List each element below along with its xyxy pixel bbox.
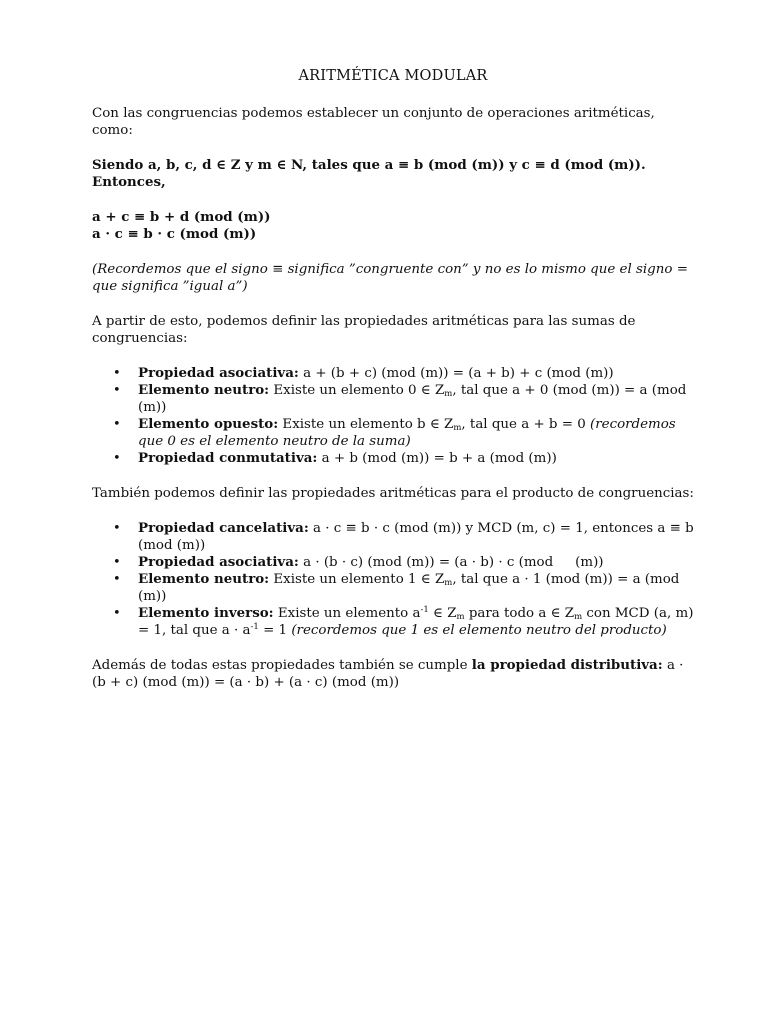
superscript: -1 — [250, 622, 259, 632]
property-text: Existe un elemento 0 ∈ Z — [269, 383, 445, 398]
bullet-icon: • — [113, 451, 121, 466]
closing-text: Además de todas estas propiedades también se cumple — [92, 658, 472, 673]
subscript: m — [453, 423, 462, 433]
distributive-label: la propiedad distributiva: — [471, 657, 663, 673]
sum-properties-list — [92, 365, 694, 467]
property-text: para todo a ∈ Z — [464, 606, 575, 621]
product-congruence-rule: a · c ≡ b · c (mod (m)) — [92, 226, 257, 242]
list-item — [92, 605, 694, 639]
bullet-icon: • — [113, 555, 121, 570]
property-label: Propiedad asociativa: — [138, 365, 299, 381]
list-item — [92, 450, 694, 467]
property-label: Propiedad asociativa: — [138, 554, 299, 570]
bullet-icon: • — [113, 521, 121, 536]
property-text: = 1 — [258, 623, 292, 638]
bullet-icon: • — [113, 366, 121, 381]
property-text: , tal que a + b = 0 — [461, 417, 591, 432]
property-text: , tal que a · 1 (mod (m)) = a (mod (m)) — [138, 572, 680, 604]
subscript: m — [444, 389, 453, 399]
bullet-icon: • — [113, 606, 121, 621]
bullet-icon: • — [113, 417, 121, 432]
bullet-icon: • — [113, 383, 121, 398]
property-text: con MCD (a, m) = 1, tal que a · a — [138, 606, 694, 638]
property-text: Existe un elemento 1 ∈ Z — [269, 572, 445, 587]
bullet-icon: • — [113, 572, 121, 587]
subscript: m — [574, 612, 583, 622]
superscript: -1 — [420, 605, 429, 615]
property-text: , tal que a + 0 (mod (m)) = a (mod (m)) — [138, 383, 687, 415]
sum-properties-intro: A partir de esto, podemos definir las propiedades aritméticas para las sumas de congruencias: — [92, 314, 636, 346]
list-item — [92, 416, 694, 450]
document-page — [92, 68, 694, 691]
property-text: (m)) — [575, 555, 604, 570]
property-text: a · c ≡ b · c (mod (m)) y MCD (m, c) = 1, entonces a ≡ b (mod (m)) — [138, 521, 694, 553]
property-text: Existe un elemento b ∈ Z — [278, 417, 454, 432]
property-text: a + b (mod (m)) = b + a (mod (m)) — [317, 451, 557, 466]
list-item — [92, 382, 694, 416]
property-remark: (recordemos que 0 es el elemento neutro de la suma) — [138, 417, 676, 449]
congruence-note: (Recordemos que el signo ≡ significa ”congruente con” y no es lo mismo que el signo = que significa ”igual a”) — [92, 262, 688, 294]
list-item — [92, 520, 694, 554]
property-label: Elemento inverso: — [138, 605, 274, 621]
property-text: a + (b + c) (mod (m)) = (a + b) + c (mod (m)) — [298, 366, 614, 381]
list-item — [92, 365, 694, 382]
intro-paragraph: Con las congruencias podemos establecer un conjunto de operaciones aritméticas, como: — [92, 106, 655, 138]
property-label: Elemento opuesto: — [138, 416, 279, 432]
list-item — [92, 571, 694, 605]
sum-congruence-rule: a + c ≡ b + d (mod (m)) — [92, 209, 271, 225]
property-text: Existe un elemento a — [273, 606, 421, 621]
page-title: ARITMÉTICA MODULAR — [298, 68, 488, 84]
property-text: a · (b · c) (mod (m)) = (a · b) · c (mod — [298, 555, 554, 570]
closing-paragraph — [92, 657, 694, 691]
subscript: m — [444, 578, 453, 588]
property-label: Elemento neutro: — [138, 571, 270, 587]
premise-paragraph: Siendo a, b, c, d ∈ Z y m ∈ N, tales que a ≡ b (mod (m)) y c ≡ d (mod (m)). Entonces, — [92, 157, 646, 190]
closing-formula: a · (b + c) (mod (m)) = (a · b) + (a · c) (mod (m)) — [92, 658, 684, 690]
list-item — [92, 554, 694, 571]
product-properties-intro: También podemos definir las propiedades aritméticas para el producto de congruencias: — [92, 486, 694, 501]
property-remark: (recordemos que 1 es el elemento neutro del producto) — [291, 623, 667, 638]
property-text: ∈ Z — [428, 606, 457, 621]
subscript: m — [456, 612, 465, 622]
property-label: Propiedad conmutativa: — [138, 450, 318, 466]
property-label: Propiedad cancelativa: — [138, 520, 309, 536]
product-properties-list — [92, 520, 694, 639]
property-label: Elemento neutro: — [138, 382, 270, 398]
